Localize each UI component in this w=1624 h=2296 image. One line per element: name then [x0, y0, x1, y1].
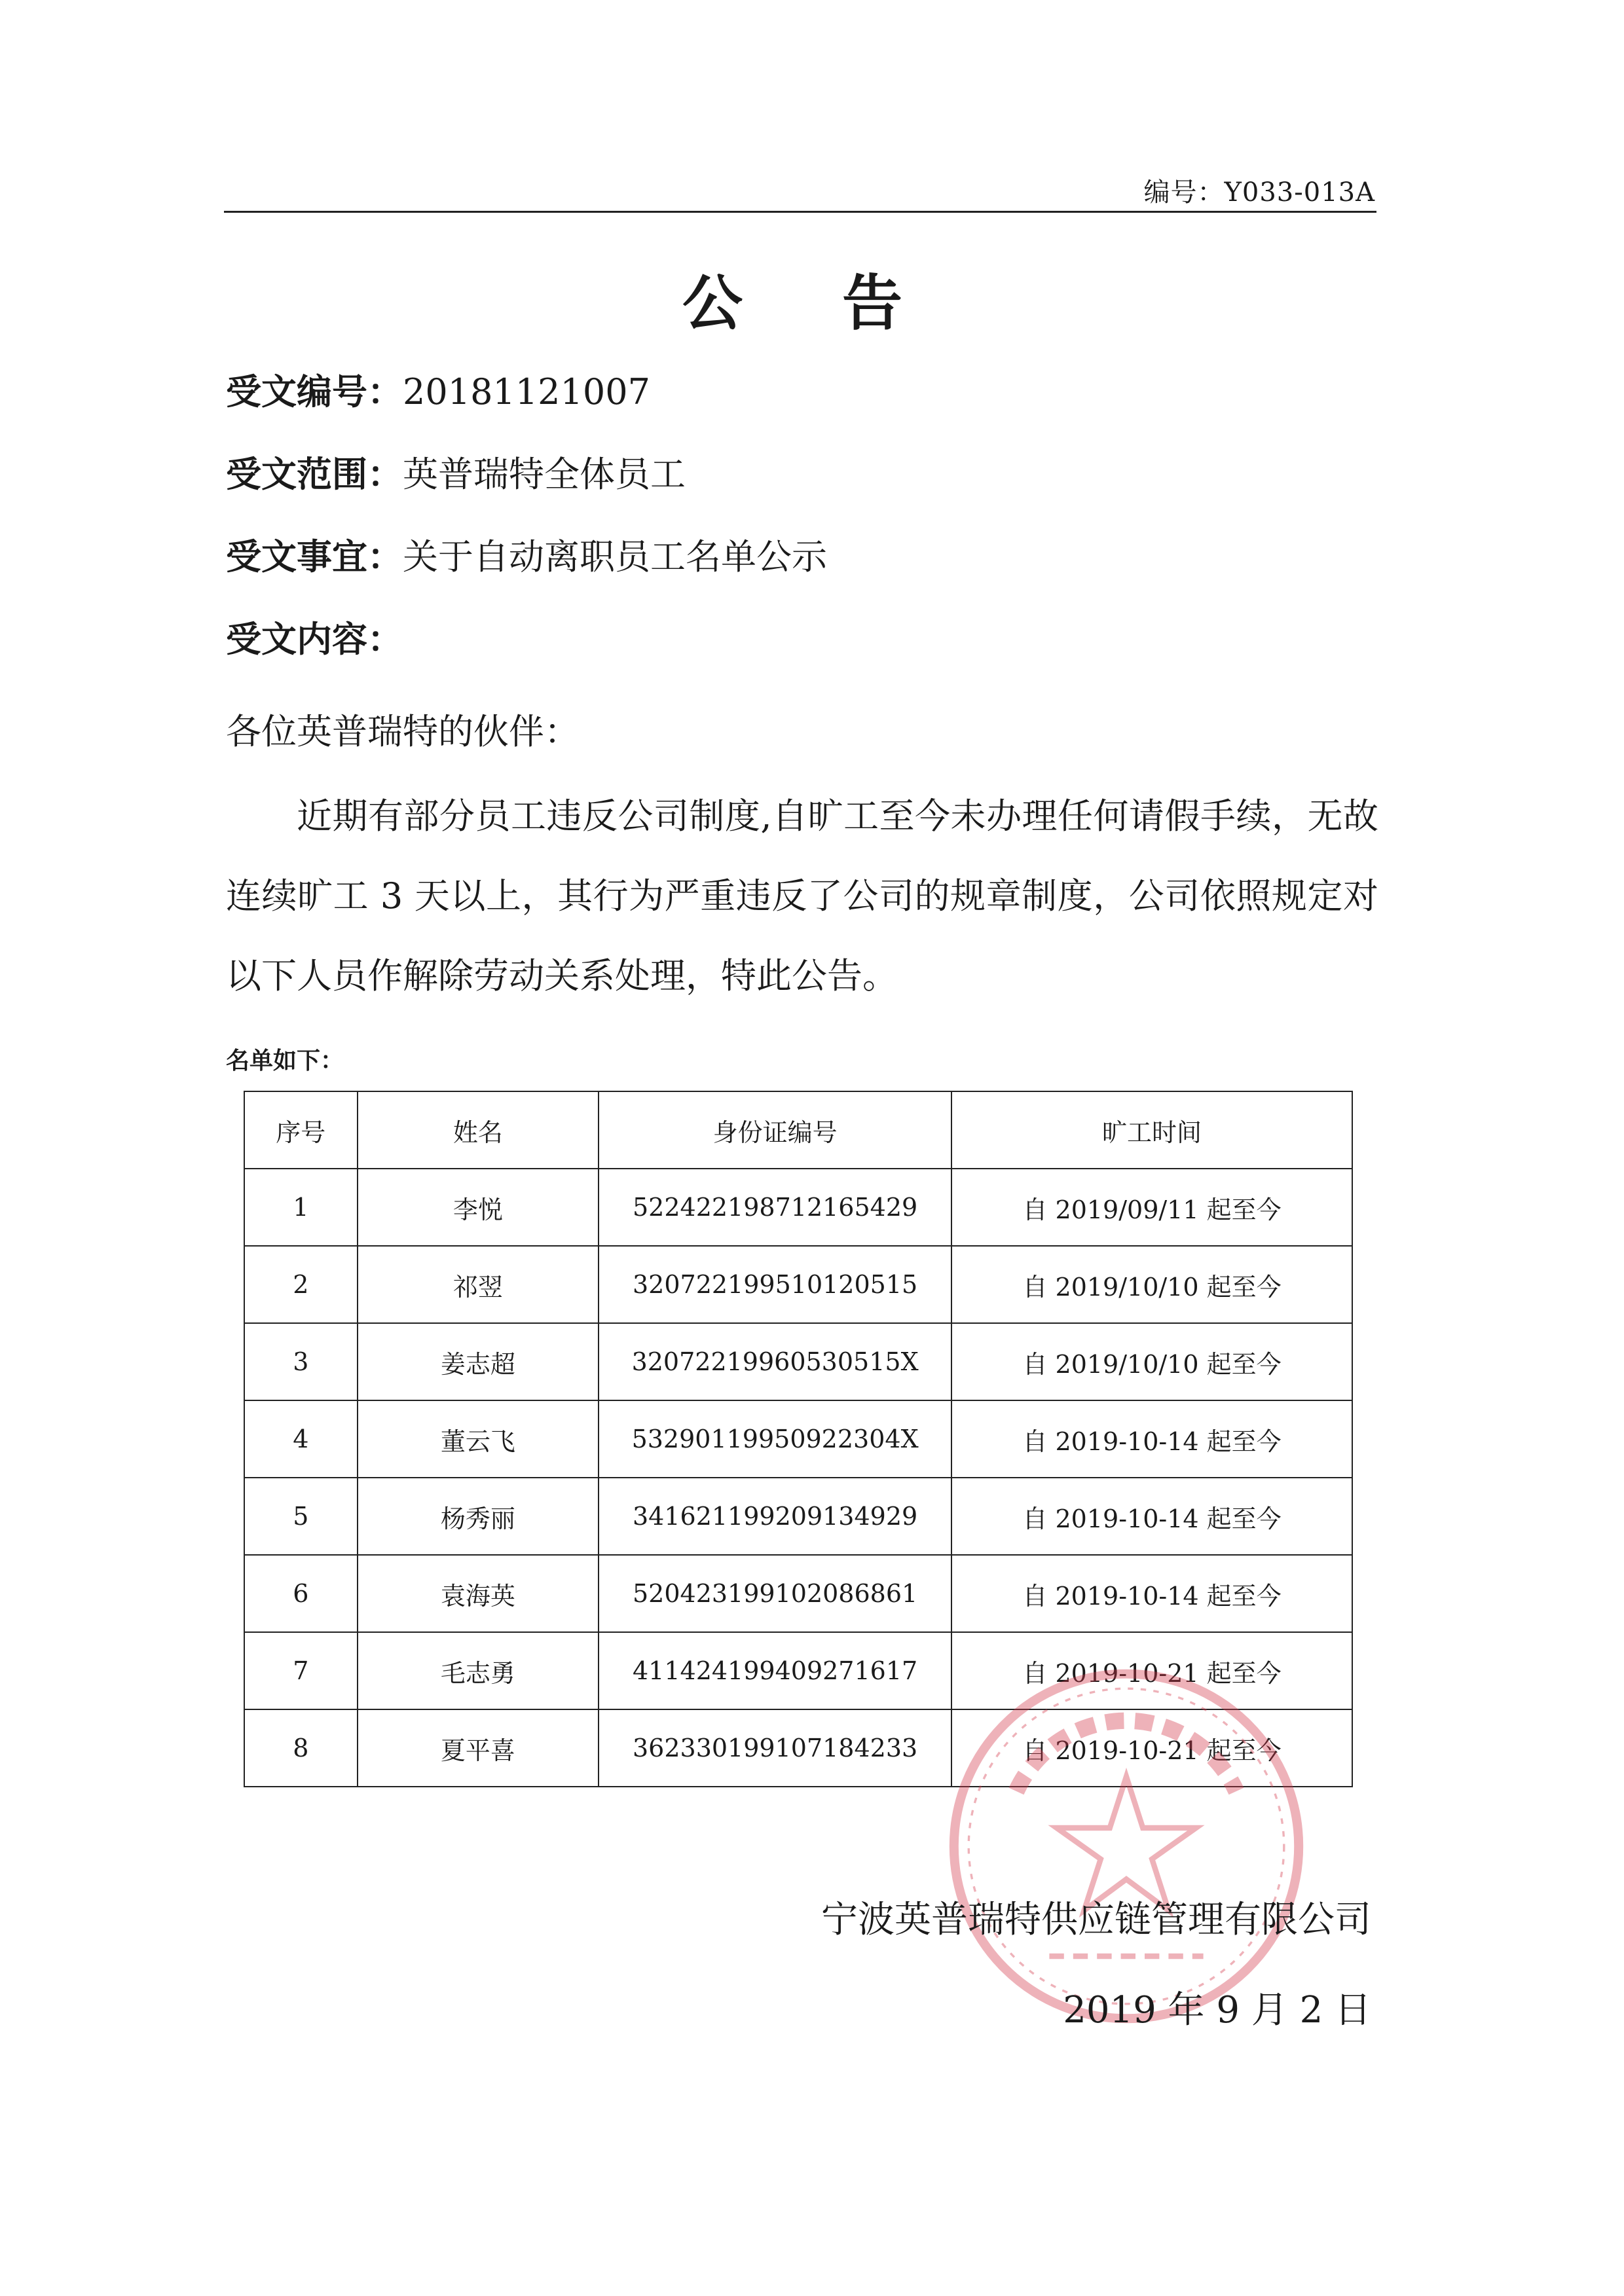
field-label: 受文事宜：	[226, 536, 403, 577]
field-label: 受文内容：	[226, 619, 403, 660]
table-row	[244, 1169, 1352, 1246]
cell-name: 毛志勇	[358, 1632, 599, 1709]
field-label: 受文编号：	[226, 371, 403, 412]
cell-id: 362330199107184233	[599, 1709, 951, 1787]
header-rule	[224, 211, 1376, 213]
column-header-index: 序号	[244, 1091, 358, 1169]
table-row	[244, 1632, 1352, 1709]
field-label: 受文范围：	[226, 454, 403, 495]
notice-paragraph: 近期有部分员工违反公司制度,自旷工至今未办理任何请假手续，无故连续旷工 3 天以上，其行为严重违反了公司的规章制度，公司依照规定对以下人员作解除劳动关系处理，特此公告。	[226, 795, 1378, 996]
cell-index: 5	[244, 1478, 358, 1555]
cell-id: 32072219960530515X	[599, 1323, 951, 1400]
document-number: 编号：Y033-013A	[1143, 177, 1375, 208]
cell-name: 董云飞	[358, 1400, 599, 1478]
cell-name: 姜志超	[358, 1323, 599, 1400]
cell-index: 1	[244, 1169, 358, 1246]
field-value: 关于自动离职员工名单公示	[403, 536, 827, 577]
cell-id: 411424199409271617	[599, 1632, 951, 1709]
cell-id: 341621199209134929	[599, 1478, 951, 1555]
cell-index: 8	[244, 1709, 358, 1787]
table-row	[244, 1478, 1352, 1555]
table-row	[244, 1555, 1352, 1632]
cell-index: 6	[244, 1555, 358, 1632]
field-value: 20181121007	[403, 371, 650, 412]
table-row	[244, 1323, 1352, 1400]
cell-absence: 自 2019/10/10 起至今	[951, 1323, 1352, 1400]
cell-index: 2	[244, 1246, 358, 1323]
cell-id: 522422198712165429	[599, 1169, 951, 1246]
field-content	[226, 611, 403, 662]
cell-absence: 自 2019-10-21 起至今	[951, 1632, 1352, 1709]
cell-id: 53290119950922304X	[599, 1400, 951, 1478]
cell-index: 7	[244, 1632, 358, 1709]
cell-absence: 自 2019/10/10 起至今	[951, 1246, 1352, 1323]
issuer-company: 宁波英普瑞特供应链管理有限公司	[821, 1899, 1371, 1941]
employee-table	[244, 1091, 1353, 1787]
cell-index: 3	[244, 1323, 358, 1400]
table-row	[244, 1709, 1352, 1787]
cell-absence: 自 2019-10-21 起至今	[951, 1709, 1352, 1787]
table-row	[244, 1246, 1352, 1323]
cell-name: 祁翌	[358, 1246, 599, 1323]
cell-name: 李悦	[358, 1169, 599, 1246]
cell-name: 袁海英	[358, 1555, 599, 1632]
field-scope	[226, 446, 686, 497]
issue-date: 2019 年 9 月 2 日	[1063, 1989, 1371, 2032]
cell-id: 320722199510120515	[599, 1246, 951, 1323]
column-header-name: 姓名	[358, 1091, 599, 1169]
cell-name: 夏平喜	[358, 1709, 599, 1787]
list-heading: 名单如下：	[226, 1048, 344, 1074]
field-value: 英普瑞特全体员工	[403, 454, 686, 495]
field-document-number	[226, 364, 650, 414]
cell-absence: 自 2019-10-14 起至今	[951, 1400, 1352, 1478]
greeting: 各位英普瑞特的伙伴：	[226, 711, 580, 752]
cell-id: 520423199102086861	[599, 1555, 951, 1632]
cell-absence: 自 2019-10-14 起至今	[951, 1555, 1352, 1632]
cell-index: 4	[244, 1400, 358, 1478]
column-header-id: 身份证编号	[599, 1091, 951, 1169]
cell-name: 杨秀丽	[358, 1478, 599, 1555]
column-header-absence: 旷工时间	[951, 1091, 1352, 1169]
field-subject	[226, 529, 827, 579]
table-header-row	[244, 1091, 1352, 1169]
cell-absence: 自 2019-10-14 起至今	[951, 1478, 1352, 1555]
page-title: 公 告	[682, 268, 942, 338]
table-row	[244, 1400, 1352, 1478]
cell-absence: 自 2019/09/11 起至今	[951, 1169, 1352, 1246]
